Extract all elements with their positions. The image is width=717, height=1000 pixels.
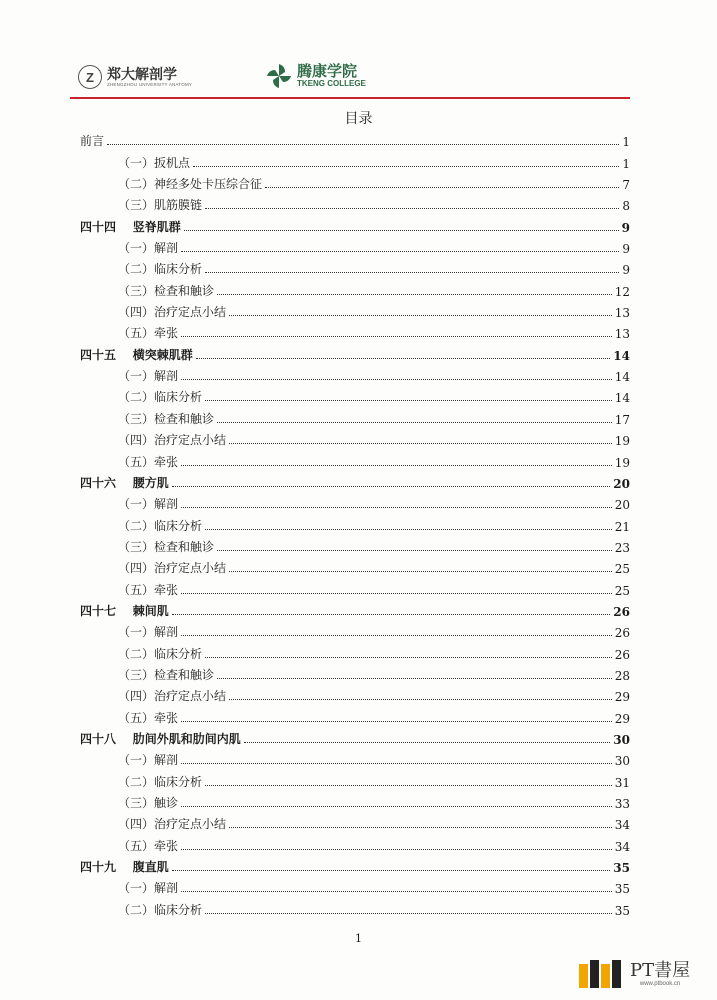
toc-entry-page: 1 [622, 135, 630, 150]
toc-section-entry[interactable] [80, 726, 630, 747]
toc-entry-page: 29 [614, 690, 630, 705]
toc-entry-page: 14 [614, 370, 630, 385]
toc-subentry[interactable] [80, 832, 630, 853]
dot-leader [184, 230, 619, 231]
toc-subentry[interactable] [80, 192, 630, 213]
dot-leader [181, 593, 612, 594]
dot-leader [181, 465, 612, 466]
toc-subentry[interactable] [80, 320, 630, 341]
dot-leader [181, 891, 612, 892]
toc-entry-page: 25 [614, 583, 630, 598]
toc-entry-page: 17 [614, 412, 630, 427]
toc-entry-label: 四十六 腰方肌 [80, 475, 169, 490]
watermark-name: PT書屋 [630, 960, 691, 981]
dot-leader [107, 144, 619, 145]
toc-subentry[interactable] [80, 277, 630, 298]
dot-leader [205, 529, 612, 530]
toc-entry-label: 四十四 竖脊肌群 [80, 219, 181, 234]
toc-subentry[interactable] [80, 363, 630, 384]
toc-entry-page: 7 [622, 178, 630, 193]
dot-leader [205, 208, 619, 209]
toc-entry-label: （二）神经多处卡压综合征 [118, 177, 263, 192]
page-number: 1 [355, 932, 362, 945]
watermark-url: www.ptbook.cn [639, 981, 681, 987]
toc-entry-label: （四）治疗定点小结 [118, 433, 227, 448]
dot-leader [181, 336, 612, 337]
toc-subentry[interactable] [80, 427, 630, 448]
toc-entry-label: （一）扳机点 [118, 155, 191, 170]
ptbook-watermark [578, 958, 690, 990]
toc-entry-page: 13 [614, 327, 630, 342]
z-circle-icon: Z [78, 65, 102, 89]
toc-entry-page: 26 [613, 604, 630, 619]
dot-leader [265, 187, 619, 188]
dot-leader [181, 379, 612, 380]
toc-entry-page: 14 [613, 348, 630, 363]
toc-section-entry[interactable] [80, 470, 630, 491]
dot-leader [181, 721, 612, 722]
toc-subentry[interactable] [80, 683, 630, 704]
pinwheel-icon [265, 62, 293, 90]
toc-entry[interactable] [80, 128, 630, 149]
toc-subentry[interactable] [80, 768, 630, 789]
dot-leader [181, 635, 612, 636]
toc-entry-label: （三）肌筋膜链 [118, 198, 203, 213]
toc-entry-page: 35 [614, 882, 630, 897]
toc-subentry[interactable] [80, 640, 630, 661]
dot-leader [229, 827, 612, 828]
toc-entry-label: （四）治疗定点小结 [118, 689, 227, 704]
toc-subentry[interactable] [80, 811, 630, 832]
toc-entry-label: （三）检查和触诊 [118, 283, 215, 298]
dot-leader [205, 913, 612, 914]
logo-left-subtext: ZHENGZHOU UNIVERSITY ANATOMY [107, 81, 193, 87]
toc-entry-label: （二）临床分析 [118, 518, 203, 533]
toc-entry-label: （二）临床分析 [118, 902, 203, 917]
toc-entry-page: 20 [613, 476, 630, 491]
toc-entry-label: 四十五 横突棘肌群 [80, 347, 193, 362]
toc-subentry[interactable] [80, 662, 630, 683]
toc-subentry[interactable] [80, 555, 630, 576]
toc-subentry[interactable] [80, 619, 630, 640]
toc-entry-page: 33 [614, 797, 630, 811]
toc-entry-label: 四十八 肋间外肌和肋间内肌 [80, 731, 241, 746]
toc-entry-page: 13 [614, 306, 630, 321]
toc-section-entry[interactable] [80, 854, 630, 875]
dot-leader [172, 870, 611, 871]
dot-leader [181, 763, 612, 764]
toc-entry-page: 14 [614, 391, 630, 406]
toc-section-entry[interactable] [80, 598, 630, 619]
toc-entry-label: （二）临床分析 [118, 262, 203, 277]
toc-entry-page: 28 [614, 668, 630, 683]
toc-title: 目录 [344, 111, 373, 127]
toc-subentry[interactable] [80, 171, 630, 192]
toc-entry-label: 四十九 腹直肌 [80, 860, 169, 875]
dot-leader [229, 699, 612, 700]
toc-entry-label: （一）解剖 [118, 753, 179, 768]
toc-subentry[interactable] [80, 512, 630, 533]
toc-entry-page: 20 [614, 498, 630, 513]
header-divider [70, 97, 630, 99]
toc-entry-page: 34 [614, 839, 630, 854]
dot-leader [217, 550, 612, 551]
tkeng-college-logo [265, 62, 366, 90]
toc-entry-label: （一）解剖 [118, 625, 179, 640]
toc-subentry[interactable] [80, 299, 630, 320]
table-of-contents [80, 128, 630, 918]
dot-leader [172, 486, 611, 487]
toc-entry-page: 1 [622, 156, 630, 171]
books-icon [578, 958, 624, 990]
toc-entry-label: （二）临床分析 [118, 390, 203, 405]
dot-leader [244, 742, 611, 743]
toc-subentry[interactable] [80, 747, 630, 768]
dot-leader [181, 507, 612, 508]
toc-entry-page: 8 [622, 199, 630, 214]
toc-subentry[interactable] [80, 576, 630, 597]
zhengda-anatomy-logo [78, 65, 192, 89]
dot-leader [205, 400, 612, 401]
dot-leader [217, 422, 612, 423]
toc-entry-label: （五）牵张 [118, 326, 179, 341]
toc-subentry[interactable] [80, 384, 630, 405]
dot-leader [205, 657, 612, 658]
dot-leader [181, 251, 619, 252]
toc-entry-label: （二）临床分析 [118, 774, 203, 789]
toc-entry-page: 19 [614, 434, 630, 449]
toc-entry-page: 26 [614, 626, 630, 641]
toc-entry-page: 26 [614, 647, 630, 662]
toc-entry-page: 34 [614, 818, 630, 833]
toc-entry-page: 35 [613, 861, 630, 876]
toc-entry-page: 25 [614, 562, 630, 577]
dot-leader [229, 443, 612, 444]
toc-entry-page: 9 [622, 263, 630, 278]
dot-leader [205, 785, 612, 786]
toc-subentry[interactable] [80, 256, 630, 277]
toc-entry-page: 29 [614, 711, 630, 726]
logo-right-subtext: TKENG COLLEGE [297, 79, 366, 88]
toc-entry-label: （五）牵张 [118, 454, 179, 469]
dot-leader [229, 571, 612, 572]
toc-subentry[interactable] [80, 790, 630, 811]
toc-subentry[interactable] [80, 875, 630, 896]
toc-entry-label: （四）治疗定点小结 [118, 561, 227, 576]
dot-leader [229, 315, 612, 316]
dot-leader [217, 678, 612, 679]
toc-subentry[interactable] [80, 405, 630, 426]
toc-entry-page: 30 [614, 754, 630, 769]
toc-entry-page: 19 [614, 455, 630, 470]
toc-entry-page: 9 [621, 220, 630, 235]
toc-subentry[interactable] [80, 896, 630, 917]
toc-entry-label: （四）治疗定点小结 [118, 305, 227, 320]
toc-entry-label: （一）解剖 [118, 881, 179, 896]
toc-entry-label: （五）牵张 [118, 710, 179, 725]
toc-subentry[interactable] [80, 448, 630, 469]
toc-entry-label: （五）牵张 [118, 838, 179, 853]
toc-entry-label: （三）检查和触诊 [118, 667, 215, 682]
toc-subentry[interactable] [80, 704, 630, 725]
dot-leader [217, 294, 612, 295]
toc-entry-label: （五）牵张 [118, 582, 179, 597]
toc-entry-label: （二）临床分析 [118, 646, 203, 661]
toc-section-entry[interactable] [80, 213, 630, 234]
toc-subentry[interactable] [80, 149, 630, 170]
toc-subentry[interactable] [80, 491, 630, 512]
dot-leader [181, 849, 612, 850]
toc-entry-page: 35 [614, 903, 630, 918]
toc-entry-label: （三）检查和触诊 [118, 411, 215, 426]
toc-entry-page: 12 [614, 284, 630, 299]
logo-right-text: 腾康学院 [297, 62, 358, 80]
dot-leader [172, 614, 611, 615]
toc-entry-label: （一）解剖 [118, 497, 179, 512]
toc-entry-label: （一）解剖 [118, 369, 179, 384]
toc-entry-page: 30 [613, 732, 630, 747]
toc-entry-label: 前言 [80, 134, 105, 149]
toc-entry-page: 9 [622, 242, 630, 257]
dot-leader [205, 272, 619, 273]
toc-section-entry[interactable] [80, 341, 630, 362]
toc-entry-page: 23 [614, 540, 630, 555]
dot-leader [196, 358, 611, 359]
dot-leader [181, 806, 612, 807]
toc-entry-label: （一）解剖 [118, 241, 179, 256]
toc-subentry[interactable] [80, 235, 630, 256]
toc-entry-label: 四十七 棘间肌 [80, 603, 169, 618]
logo-left-text: 郑大解剖学 [107, 66, 177, 83]
page-header [70, 60, 630, 96]
toc-entry-page: 31 [614, 775, 630, 790]
toc-subentry[interactable] [80, 534, 630, 555]
toc-entry-label: （四）治疗定点小结 [118, 817, 227, 832]
toc-entry-page: 21 [614, 519, 630, 534]
toc-entry-label: （三）检查和触诊 [118, 539, 215, 554]
dot-leader [193, 166, 619, 167]
toc-entry-label: （三）触诊 [118, 796, 179, 810]
